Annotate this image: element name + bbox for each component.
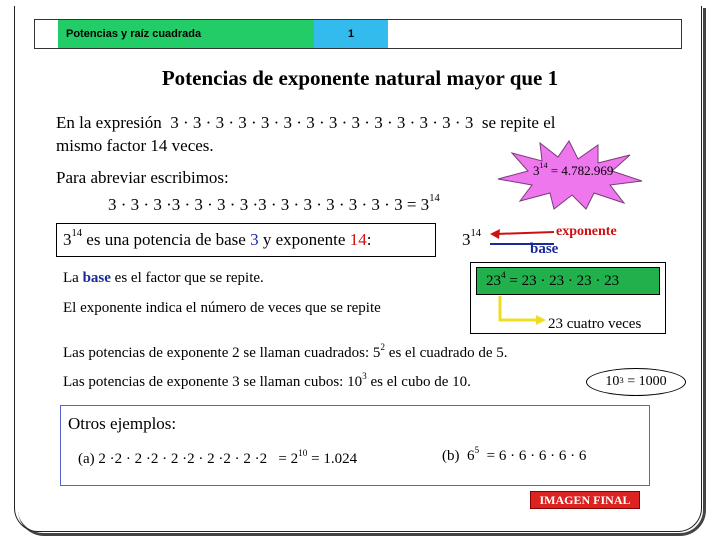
header-title-block bbox=[58, 20, 314, 48]
base-keyword: base bbox=[82, 270, 111, 286]
header-title: Potencias y raíz cuadrada bbox=[66, 28, 202, 40]
abbreviated-expression: $3 \cdot 3 \cdot 3 \cdot 3 \cdot 3 \cdot 3 \cdot 3 \cdot 3 \cdot 3 \cdot 3 \cdot 3 \cdot 3 \cdot 3 \cdot 3 = 3^{14}$ bbox=[108, 193, 440, 214]
final-image-button[interactable]: IMAGEN FINAL bbox=[530, 491, 640, 509]
intro-prefix: En la expresión bbox=[56, 113, 162, 132]
annotated-power: $3^{14}$ bbox=[462, 228, 482, 249]
exponent-explanation: El exponente indica el número de veces que se repite bbox=[63, 300, 381, 316]
abbreviate-label: Para abreviar escribimos: bbox=[56, 168, 229, 187]
examples-heading: Otros ejemplos: bbox=[68, 414, 177, 433]
intro-line-1 bbox=[56, 113, 556, 133]
intro-product: 3 · 3 · 3 · 3 · 3 · 3 · 3 · 3 · 3 · 3 · 3 · 3 · 3 · 3 bbox=[170, 113, 474, 132]
slide-title: Potencias de exponente natural mayor que 1 bbox=[161, 66, 559, 90]
base-label: base bbox=[530, 241, 559, 257]
cubes-line: Las potencias de exponente 3 se llaman cubos: $10^3$ es el cubo de 10. bbox=[63, 372, 471, 390]
header-page-block bbox=[314, 20, 388, 48]
bracket-arrow bbox=[488, 294, 548, 328]
squares-line: Las potencias de exponente 2 se llaman cuadrados: $5^2$ es el cuadrado de 5. bbox=[63, 343, 508, 361]
definition-base-value: 3 bbox=[250, 230, 259, 249]
example-a: (a) 2 ·2 · 2 ·2 · 2 ·2 · 2 ·2 · 2 ·2 = $2^{10} = 1.024$ bbox=[78, 449, 358, 467]
intro-line-2: mismo factor 14 veces. bbox=[56, 136, 214, 155]
starburst-label: $3^{14} = 4.782.969$ bbox=[533, 161, 614, 178]
base-explanation: La base es el factor que se repite. bbox=[63, 270, 264, 286]
intro-suffix: se repite el bbox=[481, 113, 556, 132]
definition-text: $3^{14}$ es una potencia de base 3 y exponente 14: bbox=[63, 228, 372, 249]
page-number: 1 bbox=[348, 28, 355, 40]
example-b: (b) $6^5 = 6 \cdot 6 \cdot 6 \cdot 6 \cdot 6$ bbox=[442, 446, 587, 464]
green-example-text: $23^4 = 23 \cdot 23 \cdot 23 \cdot 23$ bbox=[486, 271, 620, 289]
four-times-label: 23 cuatro veces bbox=[548, 316, 642, 332]
definition-exp-value: 14 bbox=[349, 230, 367, 249]
cube-oval: $10^3 = 1000$ bbox=[586, 368, 686, 396]
exponent-label: exponente bbox=[556, 224, 617, 239]
